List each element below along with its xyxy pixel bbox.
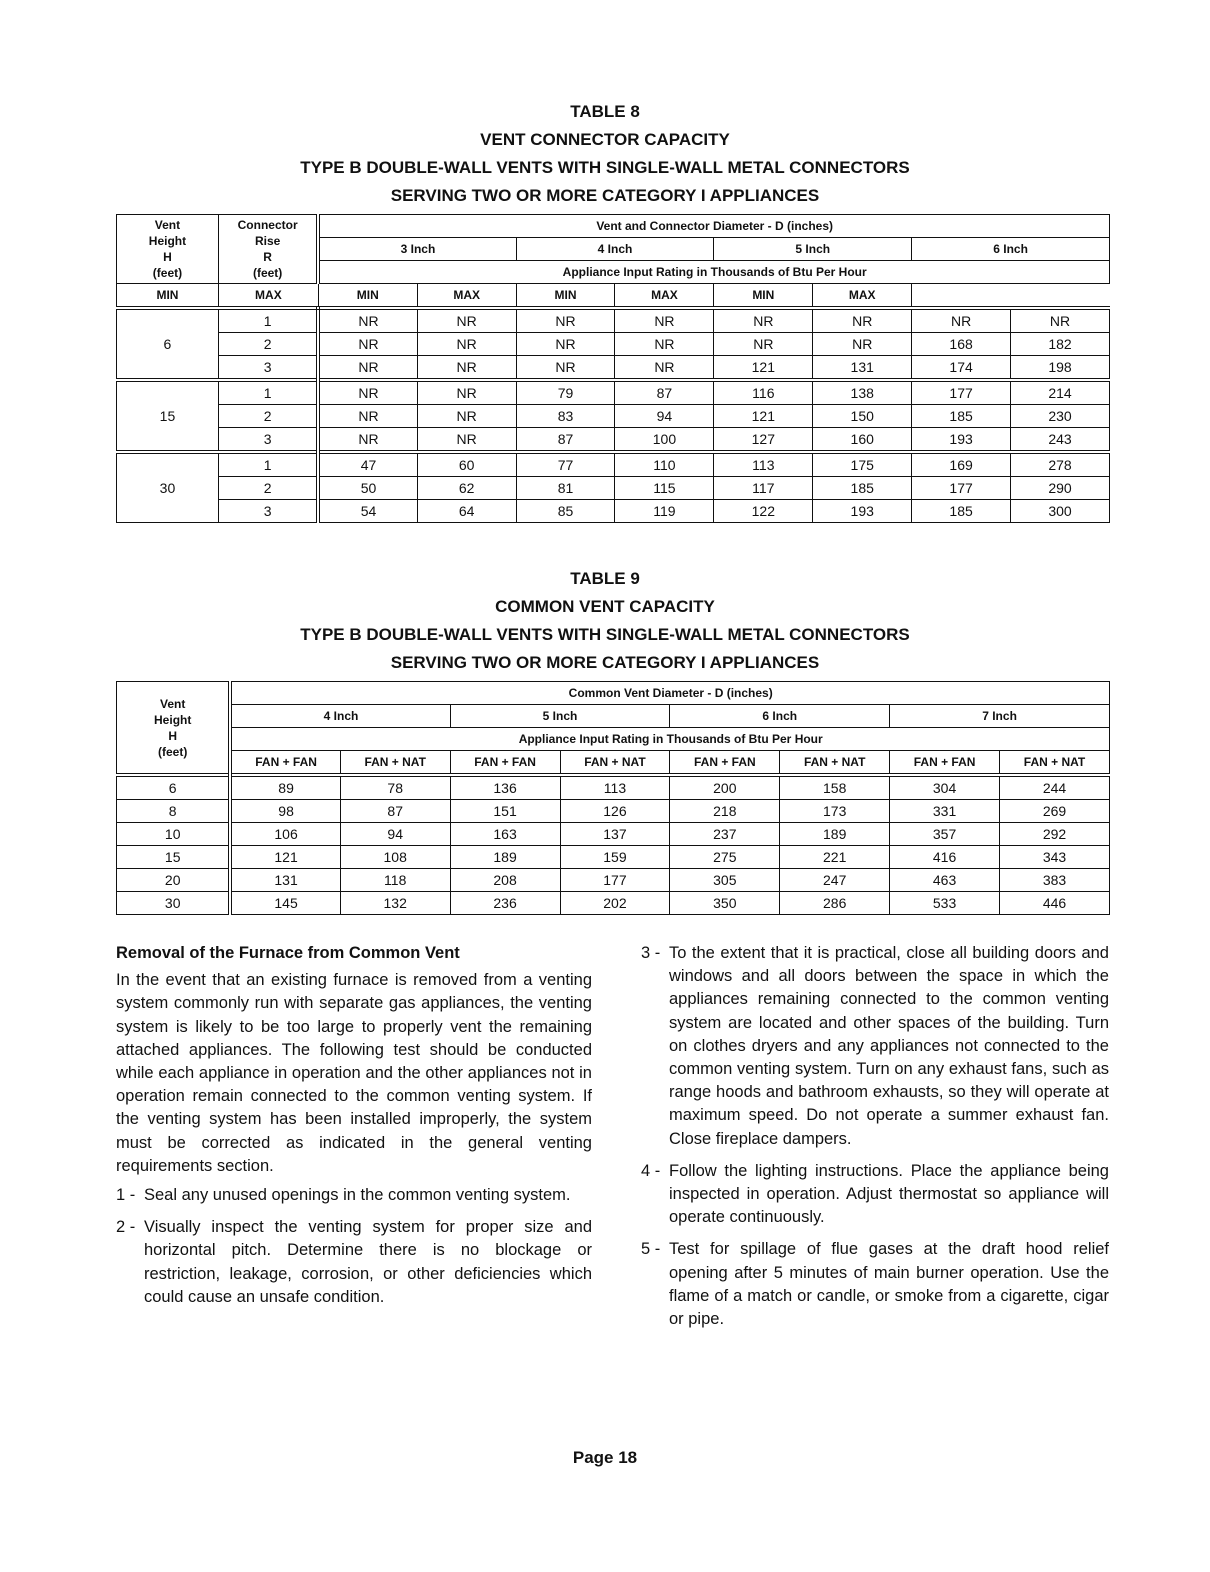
table9-title bbox=[0, 565, 1210, 677]
capacity-cell: 269 bbox=[1000, 800, 1110, 823]
min-header: MIN bbox=[318, 284, 417, 309]
capacity-cell: 189 bbox=[780, 823, 890, 846]
size-header: 4 Inch bbox=[516, 238, 714, 261]
connector-rise-cell: 2 bbox=[218, 477, 318, 500]
capacity-cell: 138 bbox=[813, 380, 912, 405]
capacity-cell: 221 bbox=[780, 846, 890, 869]
vent-height-header bbox=[117, 215, 219, 284]
capacity-cell: 163 bbox=[450, 823, 560, 846]
capacity-cell: NR bbox=[714, 333, 813, 356]
table-row bbox=[117, 892, 1110, 915]
capacity-cell: NR bbox=[318, 405, 417, 428]
header-line: H bbox=[168, 728, 178, 743]
capacity-cell: 98 bbox=[230, 800, 340, 823]
capacity-cell: 185 bbox=[912, 405, 1011, 428]
capacity-cell: 200 bbox=[670, 775, 780, 800]
table8-title-line: VENT CONNECTOR CAPACITY bbox=[480, 130, 730, 149]
capacity-cell: 182 bbox=[1011, 333, 1110, 356]
vent-height-cell: 30 bbox=[117, 892, 231, 915]
table-row bbox=[117, 428, 1110, 453]
table9-title-line: TABLE 9 bbox=[570, 569, 640, 588]
left-text-column bbox=[116, 942, 592, 1318]
capacity-cell: 416 bbox=[890, 846, 1000, 869]
connector-rise-cell: 3 bbox=[218, 500, 318, 523]
capacity-cell: 168 bbox=[912, 333, 1011, 356]
capacity-cell: 177 bbox=[560, 869, 670, 892]
capacity-cell: NR bbox=[318, 333, 417, 356]
capacity-cell: 247 bbox=[780, 869, 890, 892]
capacity-cell: 243 bbox=[1011, 428, 1110, 453]
capacity-cell: 113 bbox=[714, 452, 813, 477]
fan-nat-header: FAN + NAT bbox=[780, 751, 890, 776]
capacity-cell: 236 bbox=[450, 892, 560, 915]
connector-rise-cell: 1 bbox=[218, 452, 318, 477]
capacity-cell: 60 bbox=[417, 452, 516, 477]
table-row bbox=[117, 333, 1110, 356]
table8-title-line: TYPE B DOUBLE-WALL VENTS WITH SINGLE-WALL METAL CONNECTORS bbox=[300, 158, 910, 177]
size-header: 3 Inch bbox=[318, 238, 516, 261]
capacity-cell: 131 bbox=[813, 356, 912, 381]
size-header: 5 Inch bbox=[714, 238, 912, 261]
table-row bbox=[117, 308, 1110, 333]
diameter-header: Common Vent Diameter - D (inches) bbox=[230, 682, 1109, 705]
size-header: 4 Inch bbox=[230, 705, 450, 728]
capacity-cell: 121 bbox=[714, 356, 813, 381]
capacity-cell: 119 bbox=[615, 500, 714, 523]
vent-height-header bbox=[117, 682, 231, 776]
step-item bbox=[116, 1216, 592, 1309]
size-header: 6 Inch bbox=[912, 238, 1110, 261]
table-row bbox=[117, 823, 1110, 846]
step-text: Follow the lighting instructions. Place the appliance being inspected in operation. Adjust thermostat so appliance will operate continuously. bbox=[669, 1161, 1109, 1227]
capacity-cell: 64 bbox=[417, 500, 516, 523]
capacity-cell: NR bbox=[813, 333, 912, 356]
capacity-cell: 169 bbox=[912, 452, 1011, 477]
fan-nat-header: FAN + NAT bbox=[340, 751, 450, 776]
fan-fan-header: FAN + FAN bbox=[450, 751, 560, 776]
capacity-cell: 117 bbox=[714, 477, 813, 500]
capacity-cell: 463 bbox=[890, 869, 1000, 892]
capacity-cell: 305 bbox=[670, 869, 780, 892]
capacity-cell: 189 bbox=[450, 846, 560, 869]
capacity-cell: 331 bbox=[890, 800, 1000, 823]
min-header: MIN bbox=[516, 284, 615, 309]
capacity-cell: 158 bbox=[780, 775, 890, 800]
vent-height-cell: 6 bbox=[117, 308, 219, 380]
capacity-cell: 87 bbox=[340, 800, 450, 823]
capacity-cell: 83 bbox=[516, 405, 615, 428]
capacity-cell: NR bbox=[516, 308, 615, 333]
header-line: Height bbox=[148, 234, 187, 248]
table-row bbox=[117, 405, 1110, 428]
step-item bbox=[116, 1184, 592, 1207]
connector-rise-cell: 2 bbox=[218, 405, 318, 428]
table-row bbox=[117, 800, 1110, 823]
capacity-cell: NR bbox=[417, 405, 516, 428]
page-number: Page 18 bbox=[572, 1448, 638, 1467]
header-line: R bbox=[263, 250, 272, 264]
min-header: MIN bbox=[117, 284, 219, 309]
capacity-cell: 47 bbox=[318, 452, 417, 477]
connector-rise-cell: 1 bbox=[218, 380, 318, 405]
table-row bbox=[117, 452, 1110, 477]
capacity-cell: NR bbox=[714, 308, 813, 333]
size-header: 7 Inch bbox=[890, 705, 1110, 728]
table8-vent-connector-capacity bbox=[116, 214, 1110, 523]
capacity-cell: 106 bbox=[230, 823, 340, 846]
table-row bbox=[117, 380, 1110, 405]
capacity-cell: 118 bbox=[340, 869, 450, 892]
vent-height-cell: 20 bbox=[117, 869, 231, 892]
capacity-cell: 237 bbox=[670, 823, 780, 846]
vent-height-cell: 10 bbox=[117, 823, 231, 846]
capacity-cell: 126 bbox=[560, 800, 670, 823]
capacity-cell: 121 bbox=[230, 846, 340, 869]
connector-rise-cell: 3 bbox=[218, 356, 318, 381]
table8-title-line: SERVING TWO OR MORE CATEGORY I APPLIANCES bbox=[390, 186, 820, 205]
capacity-cell: 286 bbox=[780, 892, 890, 915]
capacity-cell: NR bbox=[615, 333, 714, 356]
step-text: Visually inspect the venting system for proper size and horizontal pitch. Determine there is no blockage or restriction, leakage, corrosion, or other deficiencies which could cause an unsafe condition. bbox=[144, 1218, 592, 1306]
capacity-cell: 350 bbox=[670, 892, 780, 915]
capacity-cell: 94 bbox=[615, 405, 714, 428]
capacity-cell: 278 bbox=[1011, 452, 1110, 477]
right-text-column bbox=[641, 942, 1109, 1340]
capacity-cell: 89 bbox=[230, 775, 340, 800]
max-header: MAX bbox=[813, 284, 912, 309]
min-header: MIN bbox=[714, 284, 813, 309]
capacity-cell: 214 bbox=[1011, 380, 1110, 405]
capacity-cell: 87 bbox=[516, 428, 615, 453]
capacity-cell: NR bbox=[417, 333, 516, 356]
capacity-cell: 113 bbox=[560, 775, 670, 800]
step-item bbox=[641, 1238, 1109, 1331]
fan-nat-header: FAN + NAT bbox=[560, 751, 670, 776]
capacity-cell: 185 bbox=[813, 477, 912, 500]
capacity-cell: NR bbox=[912, 308, 1011, 333]
size-header: 5 Inch bbox=[450, 705, 670, 728]
step-item bbox=[641, 1160, 1109, 1230]
capacity-cell: 136 bbox=[450, 775, 560, 800]
capacity-cell: 121 bbox=[714, 405, 813, 428]
capacity-cell: NR bbox=[417, 356, 516, 381]
capacity-cell: 175 bbox=[813, 452, 912, 477]
size-header: 6 Inch bbox=[670, 705, 890, 728]
capacity-cell: 100 bbox=[615, 428, 714, 453]
vent-height-cell: 6 bbox=[117, 775, 231, 800]
capacity-cell: 218 bbox=[670, 800, 780, 823]
rating-header: Appliance Input Rating in Thousands of Btu Per Hour bbox=[318, 261, 1109, 284]
header-line: (feet) bbox=[152, 266, 183, 280]
capacity-cell: 145 bbox=[230, 892, 340, 915]
capacity-cell: 193 bbox=[912, 428, 1011, 453]
capacity-cell: 160 bbox=[813, 428, 912, 453]
vent-height-cell: 15 bbox=[117, 380, 219, 452]
step-text: Seal any unused openings in the common venting system. bbox=[144, 1186, 571, 1205]
step-number: 4 - bbox=[641, 1161, 661, 1180]
vent-height-cell: 30 bbox=[117, 452, 219, 523]
capacity-cell: 110 bbox=[615, 452, 714, 477]
table9-title-line: COMMON VENT CAPACITY bbox=[495, 597, 715, 616]
table8-title-line: TABLE 8 bbox=[570, 102, 640, 121]
capacity-cell: 115 bbox=[615, 477, 714, 500]
intro-paragraph: In the event that an existing furnace is removed from a venting system commonly run with separate gas appliances, the venting system is likely to be too large to properly vent the remaining attached appliances. The following test should be conducted while each appliance in operation and the other appliances not in operation remain connected to the common venting system. If the venting system has been installed improperly, the system must be corrected as indicated in the general venting requirements section. bbox=[116, 971, 592, 1175]
capacity-cell: 132 bbox=[340, 892, 450, 915]
capacity-cell: NR bbox=[417, 308, 516, 333]
capacity-cell: 244 bbox=[1000, 775, 1110, 800]
step-item bbox=[641, 942, 1109, 1151]
header-line: Height bbox=[154, 712, 192, 727]
capacity-cell: NR bbox=[516, 356, 615, 381]
capacity-cell: 275 bbox=[670, 846, 780, 869]
table-row bbox=[117, 869, 1110, 892]
capacity-cell: 230 bbox=[1011, 405, 1110, 428]
capacity-cell: 177 bbox=[912, 477, 1011, 500]
capacity-cell: 81 bbox=[516, 477, 615, 500]
connector-rise-cell: 3 bbox=[218, 428, 318, 453]
step-text: To the extent that it is practical, close all building doors and windows and all doors between the space in which the appliances remaining connected to the common venting system are located and other spaces of the building. Turn on clothes dryers and any appliances not connected to the common venting system. Turn on any exhaust fans, such as range hoods and bathroom exhausts, so they will operate at maximum speed. Do not operate a summer exhaust fan. Close fireplace dampers. bbox=[669, 944, 1109, 1148]
capacity-cell: 202 bbox=[560, 892, 670, 915]
table-row bbox=[117, 356, 1110, 381]
capacity-cell: 54 bbox=[318, 500, 417, 523]
capacity-cell: 357 bbox=[890, 823, 1000, 846]
capacity-cell: 174 bbox=[912, 356, 1011, 381]
capacity-cell: 50 bbox=[318, 477, 417, 500]
capacity-cell: 533 bbox=[890, 892, 1000, 915]
fan-fan-header: FAN + FAN bbox=[890, 751, 1000, 776]
section-heading: Removal of the Furnace from Common Vent bbox=[116, 944, 460, 962]
vent-height-cell: 8 bbox=[117, 800, 231, 823]
table8-title bbox=[0, 98, 1210, 210]
connector-rise-cell: 1 bbox=[218, 308, 318, 333]
capacity-cell: 150 bbox=[813, 405, 912, 428]
table-row bbox=[117, 477, 1110, 500]
capacity-cell: 304 bbox=[890, 775, 1000, 800]
capacity-cell: 159 bbox=[560, 846, 670, 869]
table9-common-vent-capacity bbox=[116, 681, 1110, 915]
table9-title-line: TYPE B DOUBLE-WALL VENTS WITH SINGLE-WALL METAL CONNECTORS bbox=[300, 625, 910, 644]
capacity-cell: 122 bbox=[714, 500, 813, 523]
connector-rise-header bbox=[218, 215, 318, 284]
vent-height-cell: 15 bbox=[117, 846, 231, 869]
capacity-cell: 343 bbox=[1000, 846, 1110, 869]
capacity-cell: NR bbox=[615, 356, 714, 381]
capacity-cell: 78 bbox=[340, 775, 450, 800]
capacity-cell: 185 bbox=[912, 500, 1011, 523]
capacity-cell: 173 bbox=[780, 800, 890, 823]
header-line: H bbox=[163, 250, 172, 264]
capacity-cell: 77 bbox=[516, 452, 615, 477]
capacity-cell: 79 bbox=[516, 380, 615, 405]
capacity-cell: 131 bbox=[230, 869, 340, 892]
max-header: MAX bbox=[218, 284, 318, 309]
rating-header: Appliance Input Rating in Thousands of Btu Per Hour bbox=[230, 728, 1109, 751]
capacity-cell: NR bbox=[516, 333, 615, 356]
capacity-cell: 85 bbox=[516, 500, 615, 523]
capacity-cell: 108 bbox=[340, 846, 450, 869]
diameter-header: Vent and Connector Diameter - D (inches) bbox=[318, 215, 1109, 238]
capacity-cell: 290 bbox=[1011, 477, 1110, 500]
capacity-cell: 94 bbox=[340, 823, 450, 846]
capacity-cell: 208 bbox=[450, 869, 560, 892]
capacity-cell: 292 bbox=[1000, 823, 1110, 846]
header-line: Vent bbox=[160, 696, 186, 711]
table9-title-line: SERVING TWO OR MORE CATEGORY I APPLIANCES bbox=[390, 653, 820, 672]
capacity-cell: 127 bbox=[714, 428, 813, 453]
capacity-cell: NR bbox=[1011, 308, 1110, 333]
capacity-cell: 300 bbox=[1011, 500, 1110, 523]
step-text: Test for spillage of flue gases at the draft hood relief opening after 5 minutes of main burner operation. Use the flame of a match or candle, or smoke from a cigarette, cigar or pipe. bbox=[669, 1240, 1109, 1329]
capacity-cell: NR bbox=[318, 356, 417, 381]
capacity-cell: 62 bbox=[417, 477, 516, 500]
table-row bbox=[117, 846, 1110, 869]
capacity-cell: NR bbox=[318, 308, 417, 333]
capacity-cell: 177 bbox=[912, 380, 1011, 405]
step-number: 1 - bbox=[116, 1186, 136, 1205]
max-header: MAX bbox=[417, 284, 516, 309]
capacity-cell: NR bbox=[615, 308, 714, 333]
fan-fan-header: FAN + FAN bbox=[670, 751, 780, 776]
header-line: Vent bbox=[154, 218, 181, 232]
step-number: 2 - bbox=[116, 1218, 136, 1237]
capacity-cell: NR bbox=[813, 308, 912, 333]
capacity-cell: 151 bbox=[450, 800, 560, 823]
capacity-cell: NR bbox=[318, 380, 417, 405]
capacity-cell: 137 bbox=[560, 823, 670, 846]
capacity-cell: NR bbox=[318, 428, 417, 453]
header-line: Connector bbox=[237, 218, 298, 232]
capacity-cell: NR bbox=[417, 380, 516, 405]
capacity-cell: 446 bbox=[1000, 892, 1110, 915]
header-line: (feet) bbox=[158, 744, 188, 759]
capacity-cell: 383 bbox=[1000, 869, 1110, 892]
capacity-cell: 116 bbox=[714, 380, 813, 405]
connector-rise-cell: 2 bbox=[218, 333, 318, 356]
step-number: 5 - bbox=[641, 1240, 661, 1259]
table-row bbox=[117, 775, 1110, 800]
capacity-cell: 87 bbox=[615, 380, 714, 405]
max-header: MAX bbox=[615, 284, 714, 309]
step-number: 3 - bbox=[641, 944, 661, 962]
header-line: Rise bbox=[254, 234, 281, 248]
capacity-cell: NR bbox=[417, 428, 516, 453]
capacity-cell: 193 bbox=[813, 500, 912, 523]
table-row bbox=[117, 500, 1110, 523]
header-line: (feet) bbox=[252, 266, 283, 280]
capacity-cell: 198 bbox=[1011, 356, 1110, 381]
fan-nat-header: FAN + NAT bbox=[1000, 751, 1110, 776]
fan-fan-header: FAN + FAN bbox=[230, 751, 340, 776]
